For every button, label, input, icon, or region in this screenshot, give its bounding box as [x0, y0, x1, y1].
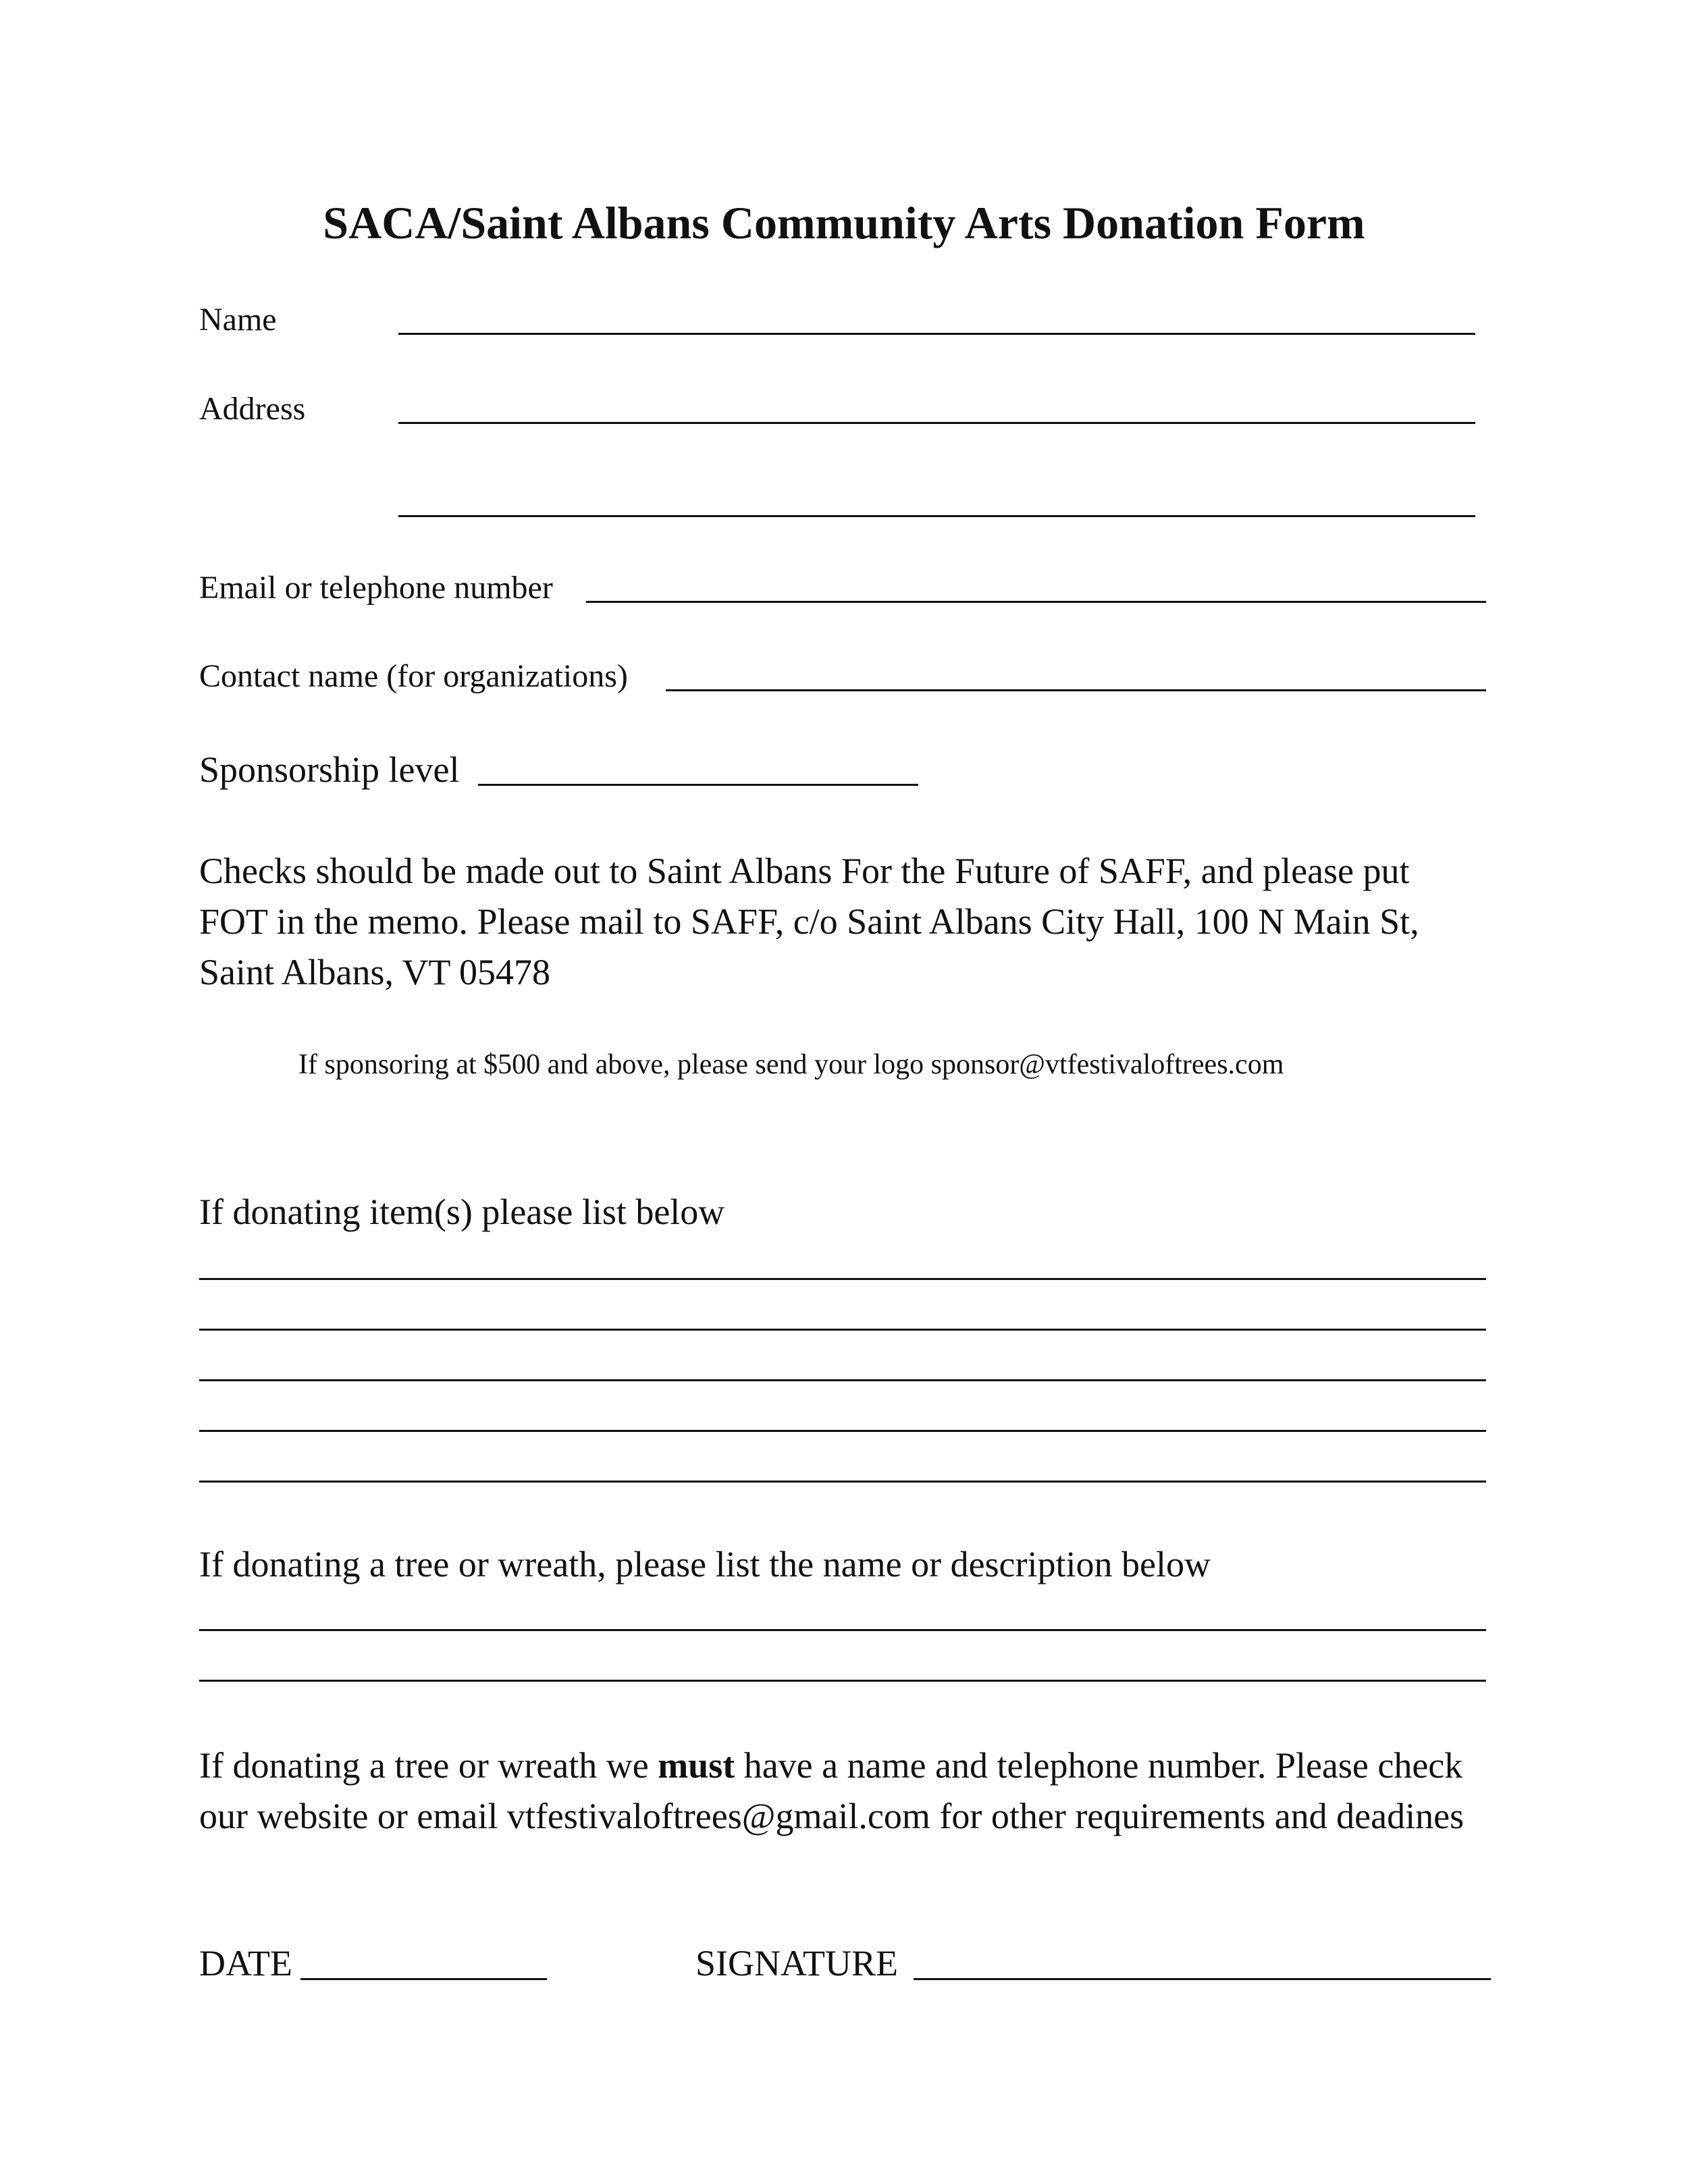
address-line-2[interactable]: [398, 515, 1475, 517]
date-label: DATE: [199, 1943, 292, 1983]
sponsorship-label: Sponsorship level: [199, 749, 460, 790]
items-line-1[interactable]: [199, 1278, 1486, 1280]
date-line[interactable]: [300, 1978, 547, 1980]
address-line-1[interactable]: [398, 422, 1475, 424]
items-line-3[interactable]: [199, 1379, 1486, 1381]
sponsorship-line[interactable]: [478, 784, 918, 786]
tree-line-1[interactable]: [199, 1629, 1486, 1631]
signature-label: SIGNATURE: [695, 1943, 899, 1983]
requirements-note: [199, 1740, 1482, 1842]
tree-wreath-label: If donating a tree or wreath, please list the name or description below: [199, 1544, 1211, 1584]
name-line[interactable]: [398, 333, 1475, 335]
signature-line[interactable]: [914, 1978, 1491, 1980]
contact-name-label: Contact name (for organizations): [199, 658, 628, 694]
email-phone-label: Email or telephone number: [199, 570, 553, 606]
requirements-suffix: have a name and telephone number. Please check our website or email vtfestivaloftrees@gmail.com for other requirements and deadines: [199, 1745, 1465, 1836]
logo-note: If sponsoring at $500 and above, please send your logo sponsor@vtfestivaloftrees.com: [298, 1049, 1284, 1080]
contact-name-line[interactable]: [666, 689, 1486, 691]
requirements-prefix: If donating a tree or wreath we: [199, 1745, 649, 1786]
email-phone-line[interactable]: [586, 601, 1486, 603]
items-line-2[interactable]: [199, 1329, 1486, 1331]
tree-line-2[interactable]: [199, 1680, 1486, 1682]
requirements-must: must: [658, 1745, 735, 1786]
checks-instructions: Checks should be made out to Saint Albans For the Future of SAFF, and please put FOT in the memo. Please mail to SAFF, c/o Saint Albans City Hall, 100 N Main St, Saint Albans, VT 05478: [199, 851, 1419, 992]
address-label: Address: [199, 391, 306, 427]
name-label: Name: [199, 302, 277, 338]
form-title: SACA/Saint Albans Community Arts Donation Form: [323, 197, 1365, 248]
items-label: If donating item(s) please list below: [199, 1192, 725, 1232]
items-line-5[interactable]: [199, 1481, 1486, 1483]
items-line-4[interactable]: [199, 1430, 1486, 1432]
